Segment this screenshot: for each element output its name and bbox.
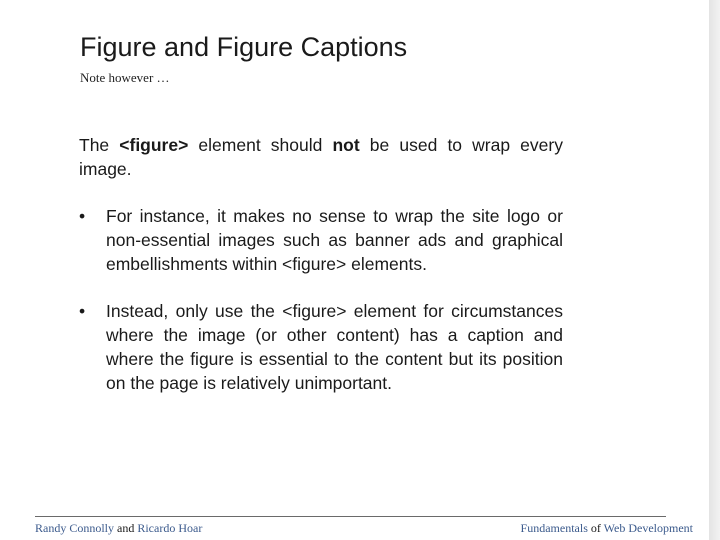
figure-tag-text: <figure> [119,135,189,155]
slide-subtitle: Note however … [80,70,170,85]
footer-book-link[interactable]: Fundamentals [520,521,588,535]
footer-divider [35,516,666,517]
bullet-marker: • [79,206,86,226]
footer-book-link[interactable]: Web Development [603,521,693,535]
slide-title: Figure and Figure Captions [80,32,408,62]
bullet-marker: • [79,301,86,321]
bullet-text: Instead, only use the <figure> element for circumstances where the image (or other content) has a caption and where the figure is essential to the content but its position on the page is relatively unimportant. [106,301,563,393]
footer-connector: of [587,521,604,535]
bullet-item [79,299,563,395]
emphasis-not: not [332,135,360,155]
bullet-text: For instance, it makes no sense to wrap the site logo or non-essential images such as banner ads and graphical embellishments within <figure> elements. [106,206,563,274]
intro-text-start: The [79,135,120,155]
decorative-side-band [709,0,720,540]
bullet-list [79,204,563,395]
footer-author-link[interactable]: Randy Connolly [35,521,115,535]
slide-body [79,133,563,418]
footer-authors [35,521,202,536]
footer-connector: and [114,521,138,535]
footer-author-link[interactable]: Ricardo Hoar [137,521,203,535]
intro-text-end: be used to wrap every image. [79,135,563,179]
footer-book-title [521,521,693,536]
intro-text-middle: element should [188,135,333,155]
intro-paragraph [79,133,563,181]
bullet-item [79,204,563,276]
